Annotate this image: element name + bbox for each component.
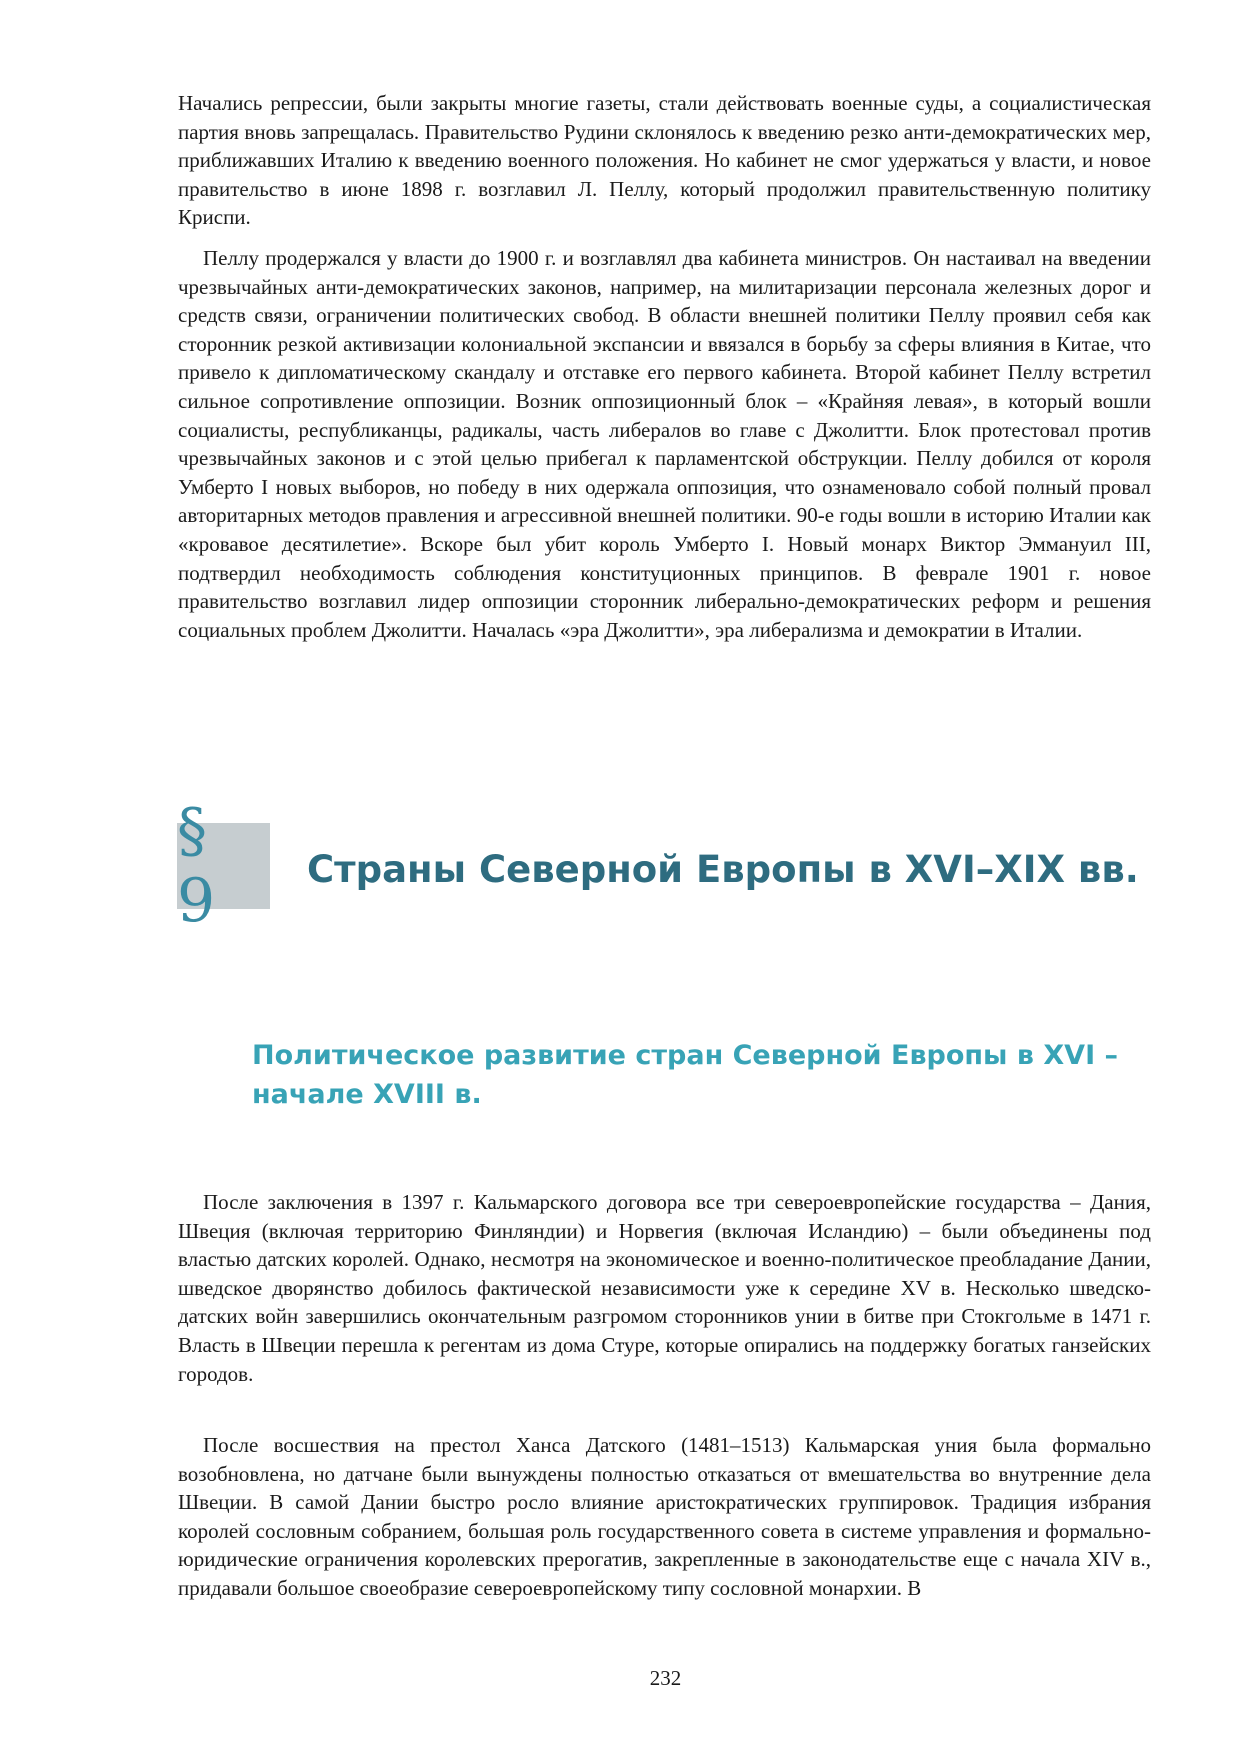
paragraph-pellu: Пеллу продержался у власти до 1900 г. и возглавлял два кабинета министров. Он настаивал на введении чрезвычайных анти-демократических законов, например, на милитаризации персонала железных дорог и средств связи, ограничении политических свобод. В области внешней политики Пеллу проявил себя как сторонник резкой активизации колониальной экспансии и ввязался в борьбу за сферы влияния в Китае, что привело к дипломатическому скандалу и отставке его первого кабинета. Второй кабинет Пеллу встретил сильное сопротивление оппозиции. Возник оппозиционный блок – «Крайняя левая», в который вошли социалисты, республиканцы, радикалы, часть либералов во главе с Джолитти. Блок протестовал против чрезвычайных законов и с этой целью прибегал к парламентской обструкции. Пеллу добился от короля Умберто I новых выборов, но победу в них одержала оппозиция, что ознаменовало собой полный провал авторитарных методов правления и агрессивной внешней политики. 90-е годы вошли в историю Италии как «кровавое десятилетие». Вскоре был убит король Умберто I. Новый монарх Виктор Эммануил III, подтвердил необходимость соблюдения конституционных принципов. В феврале 1901 г. новое правительство возглавил лидер оппозиции сторонник либерально-демократических реформ и решения социальных проблем Джолитти. Началась «эра Джолитти», эра либерализма и демократии в Италии. [178,246,1151,642]
section-title: Страны Северной Европы в XVI–XIX вв. [307,847,1139,891]
page-number: 232 [649,1666,682,1690]
paragraph-kalmar-union: После заключения в 1397 г. Кальмарского договора все три североевропейские государства – Дания, Швеция (включая территорию Финляндии) и Норвегия (включая Исландию) – были объединены под властью датских королей. Однако, несмотря на экономическое и военно-политическое преобладание Дании, шведское дворянство добилось фактической независимости уже к середине XV в. Несколько шведско-датских войн завершились окончательным разгромом сторонников унии в битве при Стокгольме в 1471 г. Власть в Швеции перешла к регентам из дома Стуре, которые опирались на поддержку богатых ганзейских городов. [178,1190,1151,1386]
paragraph-repressions: Начались репрессии, были закрыты многие газеты, стали действовать военные суды, а социалистическая партия вновь запрещалась. Правительство Рудини склонялось к введению резко анти-демократических мер, приближавших Италию к введению военного положения. Но кабинет не смог удержаться у власти, и новое правительство в июне 1898 г. возглавил Л. Пеллу, который продолжил правительственную политику Криспи. [178,91,1151,230]
section-number-badge: § 9 [177,823,270,909]
subsection-title: Политическое развитие стран Северной Европы в XVI – начале XVIII в. [252,1040,1119,1110]
section-heading [177,796,1139,936]
paragraph-hans-of-denmark: После восшествия на престол Ханса Датского (1481–1513) Кальмарская уния была формально возобновлена, но датчане были вынуждены полностью отказаться от вмешательства во внутренние дела Швеции. В самой Дании быстро росло влияние аристократических группировок. Традиция избрания королей сословным собранием, большая роль государственного совета в системе управления и формально-юридические ограничения королевских прерогатив, закрепленные в законодательстве еще с начала XIV в., придавали большое своеобразие североевропейскому типу сословной монархии. В [178,1433,1151,1600]
